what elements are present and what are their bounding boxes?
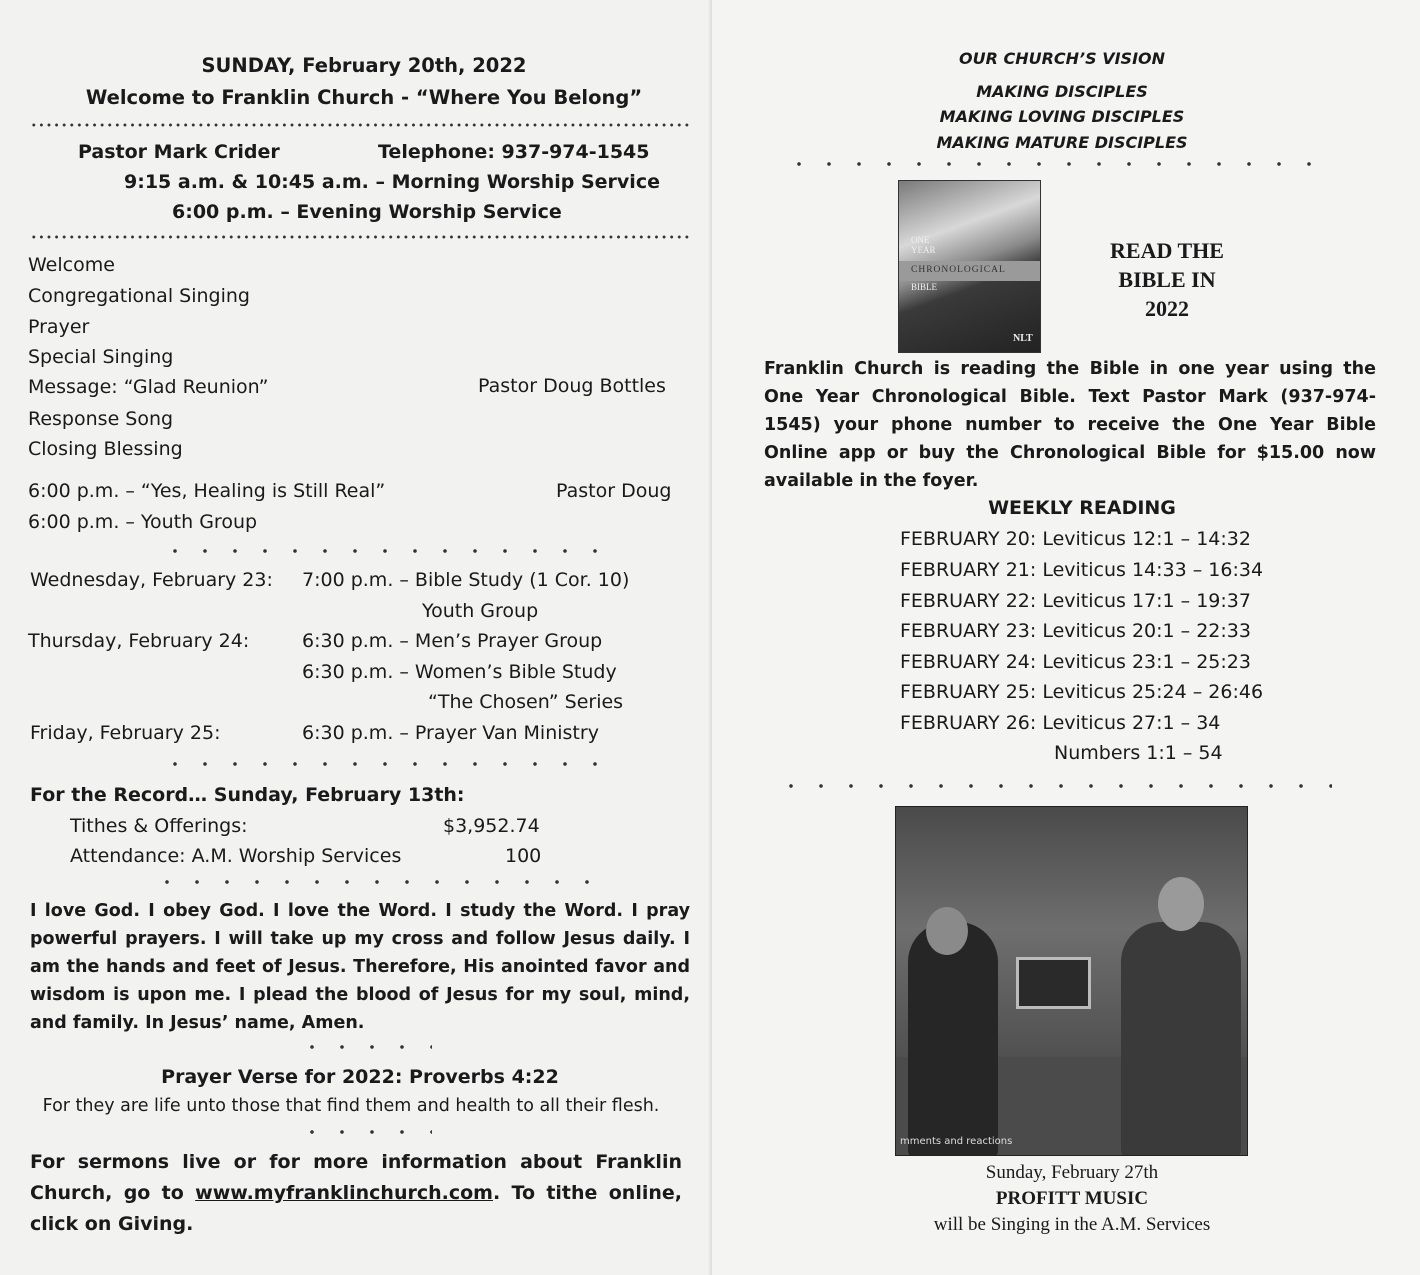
week-event: 6:30 p.m. – Men’s Prayer Group	[302, 630, 603, 652]
reading-item: FEBRUARY 23: Leviticus 20:1 – 22:33	[900, 620, 1251, 642]
cover-text: CHRONOLOGICAL	[911, 265, 1006, 275]
evening-speaker: Pastor Doug	[556, 480, 672, 502]
photo-overlay-text: mments and reactions	[900, 1136, 1013, 1147]
tithes-value: $3,952.74	[443, 815, 540, 837]
cover-text: ONE	[911, 235, 930, 245]
vision-line: MAKING MATURE DISCIPLES	[936, 133, 1188, 152]
declaration-paragraph: I love God. I obey God. I love the Word. I study the Word. I pray powerful prayers. I will take up my cross and follow Jesus daily. I am the hands and feet of Jesus. Therefore, His anointed favor and wisdom is upon me. I plead the blood of Jesus for my soul, mind, and family. In Jesus’ name, Amen.	[30, 901, 690, 1033]
pastor-name: Pastor Mark Crider	[78, 141, 280, 163]
dot-divider	[297, 1043, 432, 1051]
order-item: Prayer	[28, 316, 90, 338]
reading-item: FEBRUARY 24: Leviticus 23:1 – 25:23	[900, 651, 1251, 673]
prayer-verse-text: For they are life unto those that find them and health to all their flesh.	[42, 1096, 660, 1116]
evening-item: 6:00 p.m. – Youth Group	[28, 511, 258, 533]
week-event: 6:30 p.m. – Prayer Van Ministry	[302, 722, 599, 744]
week-day: Wednesday, February 23:	[30, 569, 273, 591]
order-item: Special Singing	[28, 346, 174, 368]
cover-text: BIBLE	[911, 282, 937, 292]
singer-man-head	[1158, 877, 1204, 931]
order-item: Congregational Singing	[28, 285, 250, 307]
dot-divider	[784, 160, 1334, 168]
singer-woman	[908, 922, 998, 1156]
reading-item: FEBRUARY 26: Leviticus 27:1 – 34	[900, 712, 1221, 734]
bulletin-date: SUNDAY, February 20th, 2022	[201, 54, 527, 77]
week-event: 6:30 p.m. – Women’s Bible Study	[302, 661, 617, 683]
monitor	[1016, 957, 1091, 1009]
tithes-label: Tithes & Offerings:	[70, 815, 248, 837]
caption-group: PROFITT MUSIC	[995, 1188, 1149, 1209]
footer-text: . To tithe online, click on Giving.	[30, 1182, 682, 1235]
reading-item: FEBRUARY 21: Leviticus 14:33 – 16:34	[900, 559, 1264, 581]
welcome-heading: Welcome to Franklin Church - “Where You Belong”	[85, 86, 643, 109]
reading-item-extra: Numbers 1:1 – 54	[1054, 742, 1223, 764]
week-event: Youth Group	[422, 600, 539, 622]
attendance-value: 100	[505, 845, 542, 867]
caption-note: will be Singing in the A.M. Services	[933, 1214, 1211, 1235]
footer-paragraph	[30, 1147, 682, 1240]
read-title	[1072, 236, 1262, 323]
caption-date: Sunday, February 27th	[985, 1162, 1159, 1183]
week-event: “The Chosen” Series	[428, 691, 624, 713]
reading-item: FEBRUARY 20: Leviticus 12:1 – 14:32	[900, 528, 1251, 550]
dot-divider	[297, 1128, 432, 1136]
website-link[interactable]: www.myfranklinchurch.com	[195, 1182, 493, 1204]
vision-title: OUR CHURCH’S VISION	[958, 49, 1166, 68]
singer-man	[1121, 922, 1241, 1156]
reading-item: FEBRUARY 22: Leviticus 17:1 – 19:37	[900, 590, 1251, 612]
read-paragraph: Franklin Church is reading the Bible in one year using the One Year Chronological Bible. Text Pastor Mark (937-974-1545) your phone number to receive the One Year Bible Online app or buy the Chronological Bible for $15.00 now available in the foyer.	[764, 359, 1376, 491]
dotted-divider	[30, 234, 692, 240]
photo-caption	[852, 1160, 1292, 1238]
cover-text: YEAR	[911, 245, 936, 255]
dotted-divider	[30, 122, 692, 128]
week-day: Thursday, February 24:	[28, 630, 250, 652]
vision-line: MAKING DISCIPLES	[976, 82, 1148, 101]
order-item: Response Song	[28, 408, 174, 430]
reading-item: FEBRUARY 25: Leviticus 25:24 – 26:46	[900, 681, 1264, 703]
record-title: For the Record… Sunday, February 13th:	[30, 784, 465, 806]
telephone: Telephone: 937-974-1545	[378, 141, 650, 163]
singer-woman-head	[926, 907, 968, 955]
dot-divider	[160, 760, 620, 768]
dot-divider	[152, 878, 612, 886]
dot-divider	[160, 547, 620, 555]
week-event: 7:00 p.m. – Bible Study (1 Cor. 10)	[302, 569, 630, 591]
footer-text: For sermons live or for more information about Franklin Church, go to	[30, 1151, 682, 1204]
week-day: Friday, February 25:	[30, 722, 221, 744]
morning-service: 9:15 a.m. & 10:45 a.m. – Morning Worship Service	[124, 171, 660, 193]
bible-cover-image	[898, 180, 1041, 353]
evening-service: 6:00 p.m. – Evening Worship Service	[172, 201, 562, 223]
profitt-music-photo	[895, 806, 1248, 1156]
read-title-line: 2022	[1145, 296, 1189, 321]
order-item: Message: “Glad Reunion”	[28, 376, 269, 398]
order-item: Welcome	[28, 254, 115, 276]
order-item: Closing Blessing	[28, 438, 183, 460]
prayer-verse-title: Prayer Verse for 2022: Proverbs 4:22	[161, 1066, 559, 1088]
vision-line: MAKING LOVING DISCIPLES	[939, 107, 1185, 126]
message-speaker: Pastor Doug Bottles	[478, 375, 666, 397]
nlt-badge: NLT	[1013, 333, 1033, 344]
read-title-line: BIBLE IN	[1118, 267, 1216, 292]
read-title-line: READ THE	[1110, 238, 1224, 263]
attendance-label: Attendance: A.M. Worship Services	[70, 845, 402, 867]
evening-item: 6:00 p.m. – “Yes, Healing is Still Real”	[28, 480, 386, 502]
dot-divider	[776, 782, 1332, 790]
weekly-reading-title: WEEKLY READING	[988, 497, 1176, 519]
